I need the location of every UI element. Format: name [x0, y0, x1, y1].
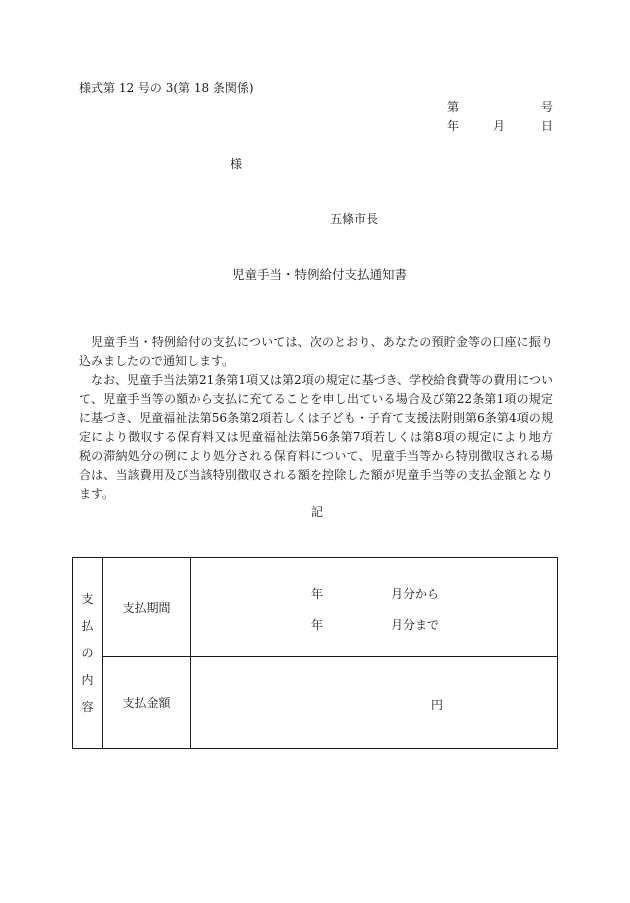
issuer-name: 五條市長 — [330, 212, 379, 226]
payment-details-table — [72, 557, 558, 749]
issue-date-day: 日 — [540, 119, 553, 133]
form-number: 様式第 12 号の 3(第 18 条関係) — [79, 81, 254, 95]
side-label-payment-contents — [73, 558, 103, 749]
issue-date-month: 月 — [493, 119, 506, 133]
payment-amount-label: 支払金額 — [103, 657, 191, 749]
ki-marker: 記 — [311, 505, 324, 519]
issue-date-year: 年 — [447, 119, 460, 133]
issue-date — [447, 117, 553, 135]
side-label-char: 容 — [81, 699, 94, 714]
table-row-period — [73, 558, 558, 657]
addressee-suffix: 様 — [230, 157, 243, 171]
payment-amount-field — [191, 657, 558, 749]
payment-period-field — [191, 558, 558, 657]
side-label-char: 支 — [81, 591, 94, 606]
document-number-suffix: 号 — [540, 100, 553, 114]
body-text — [79, 333, 553, 504]
period-from-month: 月分から — [391, 587, 440, 601]
table-row-amount — [73, 657, 558, 749]
period-to-month: 月分まで — [391, 618, 440, 632]
period-to-year: 年 — [311, 618, 324, 632]
period-from-year: 年 — [311, 587, 324, 601]
side-label-char: の — [81, 645, 94, 660]
body-paragraph-1: 児童手当・特例給付の支払については、次のとおり、あなたの預貯金等の口座に振り込みましたので通知します。 — [79, 335, 553, 368]
payment-period-label: 支払期間 — [103, 558, 191, 657]
document-number-prefix: 第 — [447, 100, 460, 114]
payment-amount-unit: 円 — [431, 698, 444, 712]
document-title: 児童手当・特例給付支払通知書 — [232, 267, 408, 282]
body-paragraph-2: なお、児童手当法第21条第1項又は第2項の規定に基づき、学校給食費等の費用について、児童手当等の額から支払に充てることを申し出ている場合及び第22条第1項の規定に基づき、児童福祉法第56条第2項若しくは子ども・子育て支援法附則第6条第4項の規定により徴収する保育料又は児童福祉法第56条第7項若しくは第8項の規定により地方税の滞納処分の例により処分される保育料について、児童手当等から特別徴収される場合は、当該費用及び当該特別徴収される額を控除した額が児童手当等の支払金額となります。 — [79, 373, 553, 501]
side-label-char: 払 — [81, 618, 94, 633]
side-label-char: 内 — [81, 672, 94, 687]
document-number — [447, 98, 553, 116]
